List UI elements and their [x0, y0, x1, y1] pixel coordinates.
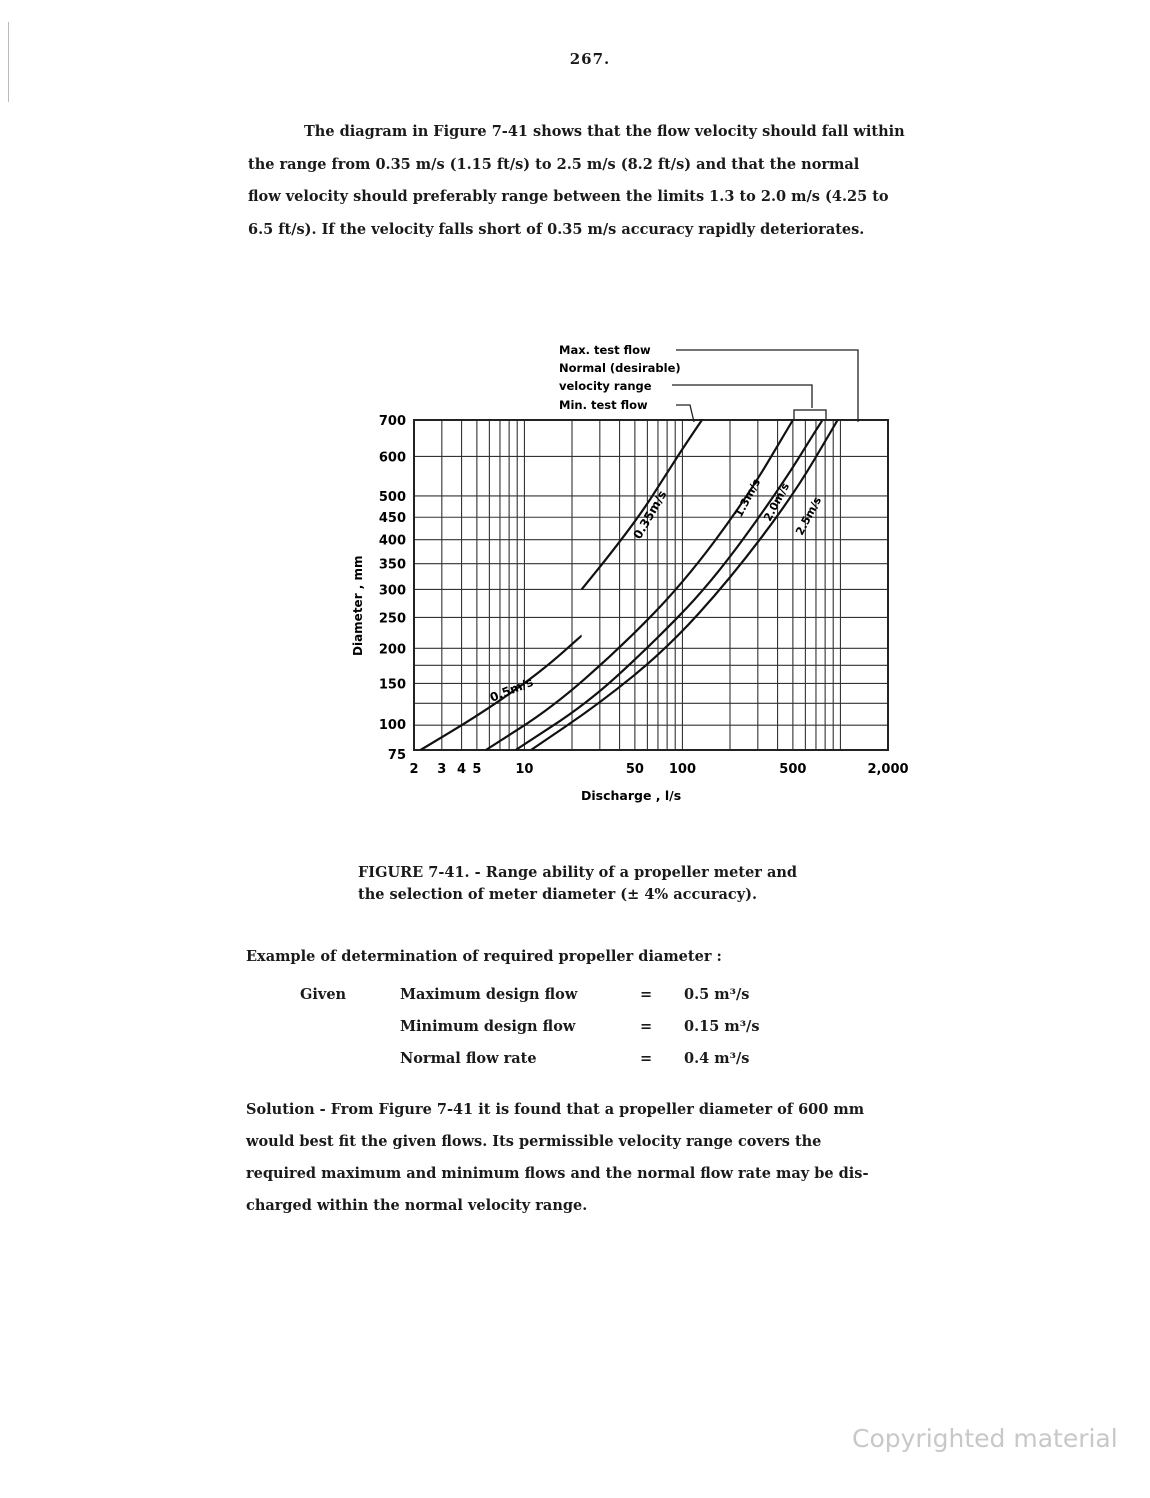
annotation-leaders [672, 350, 858, 422]
intro-paragraph [248, 116, 1008, 246]
x-tick-label: 2 [409, 762, 419, 777]
curve-label-035: 0.35m/s [630, 488, 670, 542]
x-tick-label: 4 [457, 762, 467, 777]
velocity-range-leader [672, 385, 812, 408]
curve-label-25: 2.5m/s [793, 494, 825, 538]
curve-label-20: 2.0m/s [761, 480, 793, 524]
x-tick-label: 10 [515, 762, 534, 777]
caption-line: FIGURE 7-41. - Range ability of a propeller meter and [358, 864, 798, 881]
y-tick-label: 350 [378, 557, 406, 573]
given-row [300, 986, 860, 1018]
y-tick-label: 200 [378, 642, 406, 658]
chart-grid [414, 420, 888, 750]
given-equals: = [640, 1018, 653, 1035]
y-axis-label: Diameter , mm [351, 555, 365, 656]
y-tick-label: 150 [378, 677, 406, 693]
given-row [300, 1018, 860, 1050]
y-tick-label: 600 [378, 450, 406, 466]
min-test-flow-label: Min. test flow [559, 398, 648, 412]
given-value: 0.5 m³/s [684, 986, 750, 1003]
y-tick-label: 100 [378, 718, 406, 734]
curve-label-05: 0.5m/s [487, 674, 536, 705]
x-tick-label: 500 [779, 762, 807, 777]
rangeability-chart [330, 330, 930, 820]
given-row [300, 1050, 860, 1082]
x-tick-label: 100 [668, 762, 697, 777]
y-tick-labels [379, 414, 406, 763]
x-tick-label: 2,000 [867, 762, 909, 777]
y-tick-label: 75 [387, 748, 406, 763]
given-label: Given [300, 986, 347, 1003]
solution-paragraph [246, 1094, 1016, 1222]
intro-line: The diagram in Figure 7-41 shows that the flow velocity should fall within [304, 123, 905, 140]
x-tick-label: 5 [472, 762, 482, 777]
plot-frame [414, 420, 888, 750]
solution-line: required maximum and minimum flows and the normal flow rate may be dis- [246, 1165, 869, 1182]
velocity-range-bracket [794, 410, 826, 420]
solution-line: charged within the normal velocity range. [246, 1197, 588, 1214]
y-tick-label: 500 [378, 489, 406, 505]
velocity-range-label: velocity range [559, 379, 652, 393]
intro-line: flow velocity should preferably range between the limits 1.3 to 2.0 m/s (4.25 to [248, 188, 889, 205]
given-equals: = [640, 1050, 653, 1067]
example-heading: Example of determination of required propeller diameter : [246, 948, 722, 965]
y-tick-label: 250 [378, 611, 406, 627]
figure-7-41 [330, 330, 930, 824]
y-tick-label: 300 [378, 583, 406, 599]
y-tick-label: 450 [378, 511, 406, 527]
solution-line: Solution - From Figure 7-41 it is found that a propeller diameter of 600 mm [246, 1101, 865, 1118]
page-number: 267. [569, 50, 611, 68]
normal-desirable-label: Normal (desirable) [559, 361, 681, 375]
velocity-curves [421, 420, 838, 750]
solution-line: would best fit the given flows. Its permissible velocity range covers the [246, 1133, 822, 1150]
curve-label-13: 1.3m/s [732, 476, 764, 520]
x-axis-label: Discharge , l/s [581, 788, 682, 803]
y-tick-label: 700 [378, 414, 406, 429]
x-tick-labels [409, 762, 908, 777]
max-test-flow-label: Max. test flow [559, 343, 651, 357]
given-name: Minimum design flow [400, 1018, 576, 1035]
given-name: Maximum design flow [400, 986, 578, 1003]
velocity-curve [486, 420, 793, 750]
given-table [300, 986, 860, 1082]
intro-line: the range from 0.35 m/s (1.15 ft/s) to 2.5 m/s (8.2 ft/s) and that the normal [248, 155, 860, 173]
intro-line: 6.5 ft/s). If the velocity falls short of 0.35 m/s accuracy rapidly deteriorates. [248, 220, 865, 238]
y-tick-label: 400 [378, 533, 406, 549]
max-test-flow-leader [676, 350, 858, 422]
figure-caption [358, 862, 918, 906]
caption-line: the selection of meter diameter (± 4% accuracy). [358, 886, 758, 903]
given-value: 0.4 m³/s [684, 1050, 750, 1067]
x-tick-label: 50 [625, 762, 644, 777]
given-name: Normal flow rate [400, 1050, 537, 1067]
watermark: Copyrighted material [852, 1424, 1118, 1453]
given-equals: = [640, 986, 653, 1003]
x-tick-label: 3 [437, 762, 447, 777]
given-value: 0.15 m³/s [684, 1018, 760, 1035]
